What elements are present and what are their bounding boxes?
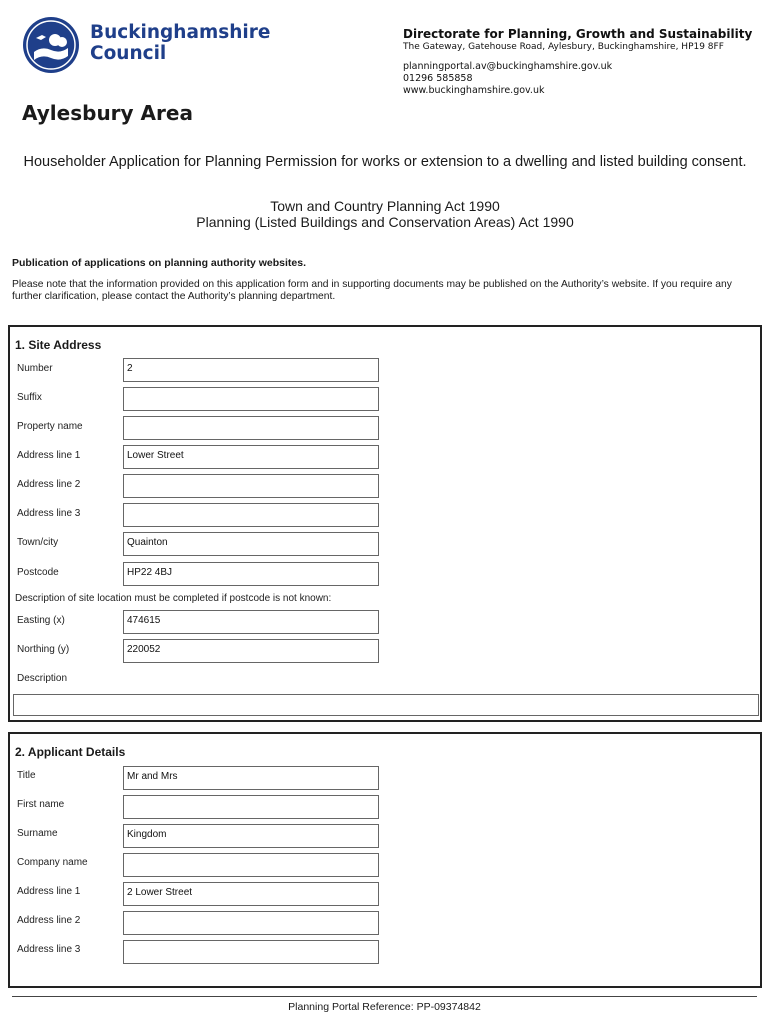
- field-label: Suffix: [17, 392, 42, 403]
- surname-field[interactable]: Kingdom: [123, 824, 379, 848]
- act-line-2: Planning (Listed Buildings and Conservation Areas) Act 1990: [196, 214, 574, 230]
- site-address-heading: 1. Site Address: [15, 338, 102, 352]
- number-field[interactable]: 2: [123, 358, 379, 382]
- northing-field[interactable]: 220052: [123, 639, 379, 663]
- description-field[interactable]: [13, 694, 759, 716]
- field-label: Easting (x): [17, 615, 65, 626]
- field-label: Northing (y): [17, 644, 70, 655]
- contact-phone: 01296 585858: [403, 73, 473, 84]
- form-title: Householder Application for Planning Permission for works or extension to a dwelling and listed building consent.: [23, 154, 747, 170]
- contact-website[interactable]: www.buckinghamshire.gov.uk: [403, 85, 545, 96]
- field-label: Address line 1: [17, 450, 81, 461]
- applicant-details-section: [8, 732, 762, 988]
- field-label: Title: [17, 770, 36, 781]
- applicant-heading: 2. Applicant Details: [15, 745, 126, 759]
- directorate-block: [403, 27, 763, 53]
- first-name-field[interactable]: [123, 795, 379, 819]
- address-line-1-field[interactable]: Lower Street: [123, 445, 379, 469]
- directorate-title: Directorate for Planning, Growth and Sustainability: [403, 27, 753, 41]
- contact-block: [403, 61, 612, 97]
- field-label: Surname: [17, 828, 58, 839]
- field-label: Property name: [17, 421, 83, 432]
- field-label: Number: [17, 363, 53, 374]
- council-logo: [22, 16, 80, 74]
- council-name-line1: Buckinghamshire: [90, 22, 271, 43]
- location-note: Description of site location must be completed if postcode is not known:: [15, 593, 332, 604]
- directorate-address: The Gateway, Gatehouse Road, Aylesbury, Buckinghamshire, HP19 8FF: [403, 42, 724, 52]
- site-address-section: [8, 325, 762, 722]
- easting-field[interactable]: 474615: [123, 610, 379, 634]
- applicant-address-line-3-field[interactable]: [123, 940, 379, 964]
- act-line-1: Town and Country Planning Act 1990: [270, 198, 500, 214]
- address-line-3-field[interactable]: [123, 503, 379, 527]
- legislation: [20, 198, 750, 230]
- area-title: Aylesbury Area: [22, 101, 193, 125]
- applicant-address-line-2-field[interactable]: [123, 911, 379, 935]
- field-label: Address line 2: [17, 915, 81, 926]
- field-label: Town/city: [17, 537, 59, 548]
- publication-note: Please note that the information provided on this application form and in supporting documents may be published on the Authority’s website. If you require any further clarification, please contact the Authority’s planning department.: [12, 279, 732, 302]
- council-name: [90, 22, 270, 64]
- address-line-2-field[interactable]: [123, 474, 379, 498]
- description-label: Description: [17, 673, 68, 684]
- contact-email[interactable]: planningportal.av@buckinghamshire.gov.uk: [403, 61, 613, 72]
- suffix-field[interactable]: [123, 387, 379, 411]
- field-label: Address line 3: [17, 944, 81, 955]
- postcode-field[interactable]: HP22 4BJ: [123, 562, 379, 586]
- field-label: Postcode: [17, 567, 59, 578]
- company-name-field[interactable]: [123, 853, 379, 877]
- field-label: Company name: [17, 857, 88, 868]
- title-field[interactable]: Mr and Mrs: [123, 766, 379, 790]
- council-name-line2: Council: [90, 43, 167, 64]
- field-label: Address line 3: [17, 508, 81, 519]
- field-label: Address line 1: [17, 886, 81, 897]
- footer-divider: [12, 996, 757, 997]
- portal-reference: Planning Portal Reference: PP-09374842: [288, 1001, 481, 1013]
- field-label: First name: [17, 799, 65, 810]
- property-name-field[interactable]: [123, 416, 379, 440]
- town-city-field[interactable]: Quainton: [123, 532, 379, 556]
- applicant-address-line-1-field[interactable]: 2 Lower Street: [123, 882, 379, 906]
- field-label: Address line 2: [17, 479, 81, 490]
- publication-heading: Publication of applications on planning authority websites.: [12, 257, 307, 269]
